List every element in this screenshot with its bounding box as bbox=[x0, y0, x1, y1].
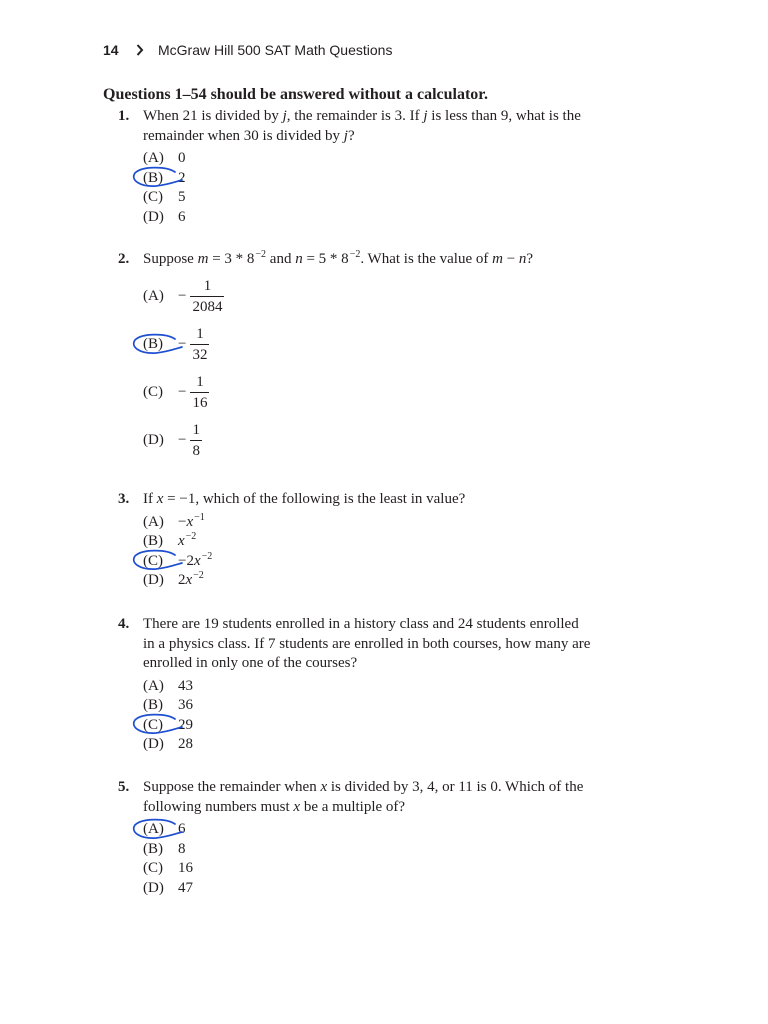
math-variable: m bbox=[492, 251, 503, 267]
option-value bbox=[178, 820, 186, 840]
text-run: ? bbox=[347, 127, 355, 144]
option-label: (D) bbox=[143, 431, 164, 448]
stem-line bbox=[143, 798, 583, 818]
option-value bbox=[178, 149, 186, 169]
page-number: 14 bbox=[103, 42, 119, 58]
question-stem bbox=[143, 107, 581, 146]
option-value bbox=[178, 324, 209, 365]
option-label: (B) bbox=[143, 840, 163, 857]
exponent: −2 bbox=[255, 249, 267, 260]
fraction-numerator: 1 bbox=[203, 278, 212, 294]
text-run: enrolled in only one of the courses? bbox=[143, 655, 358, 671]
fraction bbox=[190, 372, 209, 413]
text-run: 6 bbox=[178, 821, 186, 837]
text-run: . What is the value of bbox=[360, 251, 493, 267]
fraction bbox=[190, 420, 202, 461]
text-run: 16 bbox=[178, 860, 193, 876]
option-value bbox=[178, 735, 193, 755]
text-run: is divided by 3, 4, or 11 is 0. Which of the bbox=[327, 779, 584, 795]
option-value bbox=[178, 276, 224, 317]
option-value bbox=[178, 677, 193, 697]
fraction-denominator: 2084 bbox=[192, 299, 223, 315]
option-value bbox=[178, 532, 196, 552]
text-run: ? bbox=[526, 251, 534, 267]
question-number: 3. bbox=[118, 491, 130, 507]
option-label: (B) bbox=[143, 533, 163, 549]
math-variable: j bbox=[343, 127, 348, 144]
question-body bbox=[143, 490, 465, 591]
question-body bbox=[143, 615, 590, 755]
option-value bbox=[178, 840, 186, 860]
exponent: −2 bbox=[349, 249, 361, 260]
text-run: Suppose bbox=[143, 251, 198, 267]
text-run: 6 bbox=[178, 208, 186, 225]
text-run: Suppose the remainder when bbox=[143, 779, 321, 795]
stem-line bbox=[143, 250, 533, 270]
text-run: 2 bbox=[178, 169, 186, 186]
book-title: McGraw Hill 500 SAT Math Questions bbox=[158, 42, 393, 58]
question-body bbox=[143, 250, 533, 465]
math-variable: n bbox=[295, 251, 303, 267]
option-label: (A) bbox=[143, 821, 164, 837]
option-label: (C) bbox=[143, 383, 163, 400]
answer-option bbox=[143, 273, 533, 321]
fraction-numerator: 1 bbox=[192, 422, 200, 438]
option-label: (A) bbox=[143, 150, 164, 166]
exponent: −2 bbox=[185, 531, 197, 542]
option-value bbox=[178, 208, 186, 228]
math-variable: x bbox=[186, 513, 194, 530]
text-run: − bbox=[178, 513, 187, 530]
option-label: (C) bbox=[143, 716, 163, 733]
answer-option bbox=[143, 552, 465, 572]
text-run: = 3 * 8 bbox=[208, 251, 255, 267]
text-run: 29 bbox=[178, 716, 193, 733]
stem-line bbox=[143, 615, 590, 635]
option-label: (B) bbox=[143, 697, 163, 713]
answer-option bbox=[143, 696, 590, 716]
option-label: (D) bbox=[143, 879, 164, 896]
math-variable: j bbox=[423, 108, 428, 124]
text-run: 5 bbox=[178, 189, 186, 205]
text-run: and bbox=[266, 251, 296, 267]
answer-option bbox=[143, 369, 533, 417]
option-label: (C) bbox=[143, 189, 163, 205]
question-number: 2. bbox=[118, 251, 130, 267]
text-run: There are 19 students enrolled in a history class and 24 students enrolled bbox=[143, 616, 579, 632]
answer-option bbox=[143, 169, 581, 189]
answer-option bbox=[143, 532, 465, 552]
answer-option bbox=[143, 571, 465, 591]
option-value bbox=[178, 879, 193, 899]
option-label: (B) bbox=[143, 169, 163, 186]
exponent: −2 bbox=[201, 550, 213, 562]
question-body bbox=[143, 778, 583, 898]
fraction bbox=[190, 324, 209, 365]
stem-line bbox=[143, 654, 590, 674]
option-value bbox=[178, 372, 209, 413]
text-run: 28 bbox=[178, 736, 193, 752]
fraction bbox=[190, 276, 224, 317]
fraction-denominator: 32 bbox=[192, 347, 208, 363]
text-run: remainder when 30 is divided by bbox=[143, 127, 344, 144]
math-variable: m bbox=[197, 251, 209, 267]
stem-line bbox=[143, 778, 583, 798]
text-run: If bbox=[143, 491, 157, 507]
answer-option bbox=[143, 859, 583, 879]
question-number: 4. bbox=[118, 616, 130, 632]
math-variable: n bbox=[518, 251, 527, 267]
answer-option bbox=[143, 820, 583, 840]
text-run: 8 bbox=[178, 840, 186, 857]
fraction-numerator: 1 bbox=[196, 326, 204, 342]
stem-line bbox=[143, 107, 581, 127]
answer-option bbox=[143, 321, 533, 369]
math-variable: x bbox=[178, 533, 185, 549]
option-label: (A) bbox=[143, 287, 164, 304]
text-run: When 21 is divided by bbox=[143, 108, 283, 124]
option-label: (D) bbox=[143, 208, 164, 225]
stem-line bbox=[143, 490, 465, 510]
math-variable: x bbox=[185, 572, 193, 588]
stem-line bbox=[143, 127, 581, 147]
answer-options bbox=[143, 677, 590, 755]
text-run: 36 bbox=[178, 697, 193, 713]
option-value bbox=[178, 696, 193, 716]
answer-option bbox=[143, 149, 581, 169]
running-header bbox=[103, 41, 392, 59]
text-run: 47 bbox=[178, 879, 193, 896]
text-run: = 5 * 8 bbox=[302, 251, 349, 267]
option-label: (C) bbox=[143, 860, 163, 876]
minus-sign: − bbox=[178, 287, 187, 304]
answer-option bbox=[143, 677, 590, 697]
answer-option bbox=[143, 188, 581, 208]
option-label: (D) bbox=[143, 572, 164, 588]
question-item bbox=[118, 615, 590, 755]
minus-sign: − bbox=[178, 335, 187, 352]
question-stem bbox=[143, 490, 465, 510]
answer-option bbox=[143, 840, 583, 860]
question-number: 1. bbox=[118, 108, 130, 124]
text-run: −2 bbox=[178, 552, 194, 569]
option-value bbox=[178, 716, 193, 736]
exponent: −2 bbox=[193, 570, 204, 581]
question-stem bbox=[143, 778, 583, 817]
option-value bbox=[178, 552, 212, 572]
text-run: , the remainder is 3. If bbox=[286, 108, 424, 124]
question-number: 5. bbox=[118, 779, 130, 795]
answer-option bbox=[143, 417, 533, 465]
answer-option bbox=[143, 208, 581, 228]
text-run: following numbers must bbox=[143, 798, 294, 815]
option-label: (A) bbox=[143, 513, 164, 530]
option-label: (A) bbox=[143, 677, 164, 694]
math-variable: x bbox=[320, 779, 328, 795]
option-value bbox=[178, 513, 205, 533]
exponent: −1 bbox=[194, 511, 205, 523]
text-run: 0 bbox=[178, 150, 186, 166]
answer-options bbox=[143, 149, 581, 227]
answer-options bbox=[143, 513, 465, 591]
fraction-denominator: 16 bbox=[192, 395, 208, 411]
option-value bbox=[178, 188, 186, 208]
text-run: = −1, which of the following is the least in value? bbox=[163, 491, 466, 507]
option-value bbox=[178, 571, 204, 591]
option-label: (C) bbox=[143, 552, 163, 569]
math-variable: x bbox=[293, 798, 301, 815]
text-run: be a multiple of? bbox=[300, 798, 406, 815]
fraction-denominator: 8 bbox=[192, 443, 200, 459]
question-item bbox=[118, 778, 583, 898]
answer-option bbox=[143, 513, 465, 533]
option-label: (D) bbox=[143, 736, 164, 752]
math-variable: x bbox=[156, 491, 164, 507]
answer-options bbox=[143, 820, 583, 898]
option-value bbox=[178, 420, 202, 461]
question-item bbox=[118, 490, 465, 591]
fraction-numerator: 1 bbox=[196, 374, 204, 390]
option-label: (B) bbox=[143, 335, 163, 352]
text-run: − bbox=[502, 251, 519, 267]
text-run: 43 bbox=[178, 677, 193, 694]
question-body bbox=[143, 107, 581, 227]
answer-options bbox=[143, 273, 533, 465]
math-variable: x bbox=[193, 552, 201, 569]
question-item bbox=[118, 107, 581, 227]
question-stem bbox=[143, 615, 590, 674]
answer-option bbox=[143, 716, 590, 736]
question-stem bbox=[143, 250, 533, 270]
answer-option bbox=[143, 735, 590, 755]
text-run: is less than 9, what is the bbox=[427, 108, 581, 124]
text-run: 2 bbox=[178, 572, 186, 588]
option-value bbox=[178, 859, 193, 879]
chevron-right-icon bbox=[136, 44, 144, 56]
minus-sign: − bbox=[178, 431, 187, 448]
answer-option bbox=[143, 879, 583, 899]
option-value bbox=[178, 169, 186, 189]
section-instructions: Questions 1–54 should be answered without a calculator. bbox=[103, 86, 488, 103]
text-run: in a physics class. If 7 students are enrolled in both courses, how many are bbox=[143, 635, 591, 652]
math-variable: j bbox=[282, 108, 287, 124]
minus-sign: − bbox=[178, 383, 187, 400]
stem-line bbox=[143, 635, 590, 655]
question-item bbox=[118, 250, 533, 465]
